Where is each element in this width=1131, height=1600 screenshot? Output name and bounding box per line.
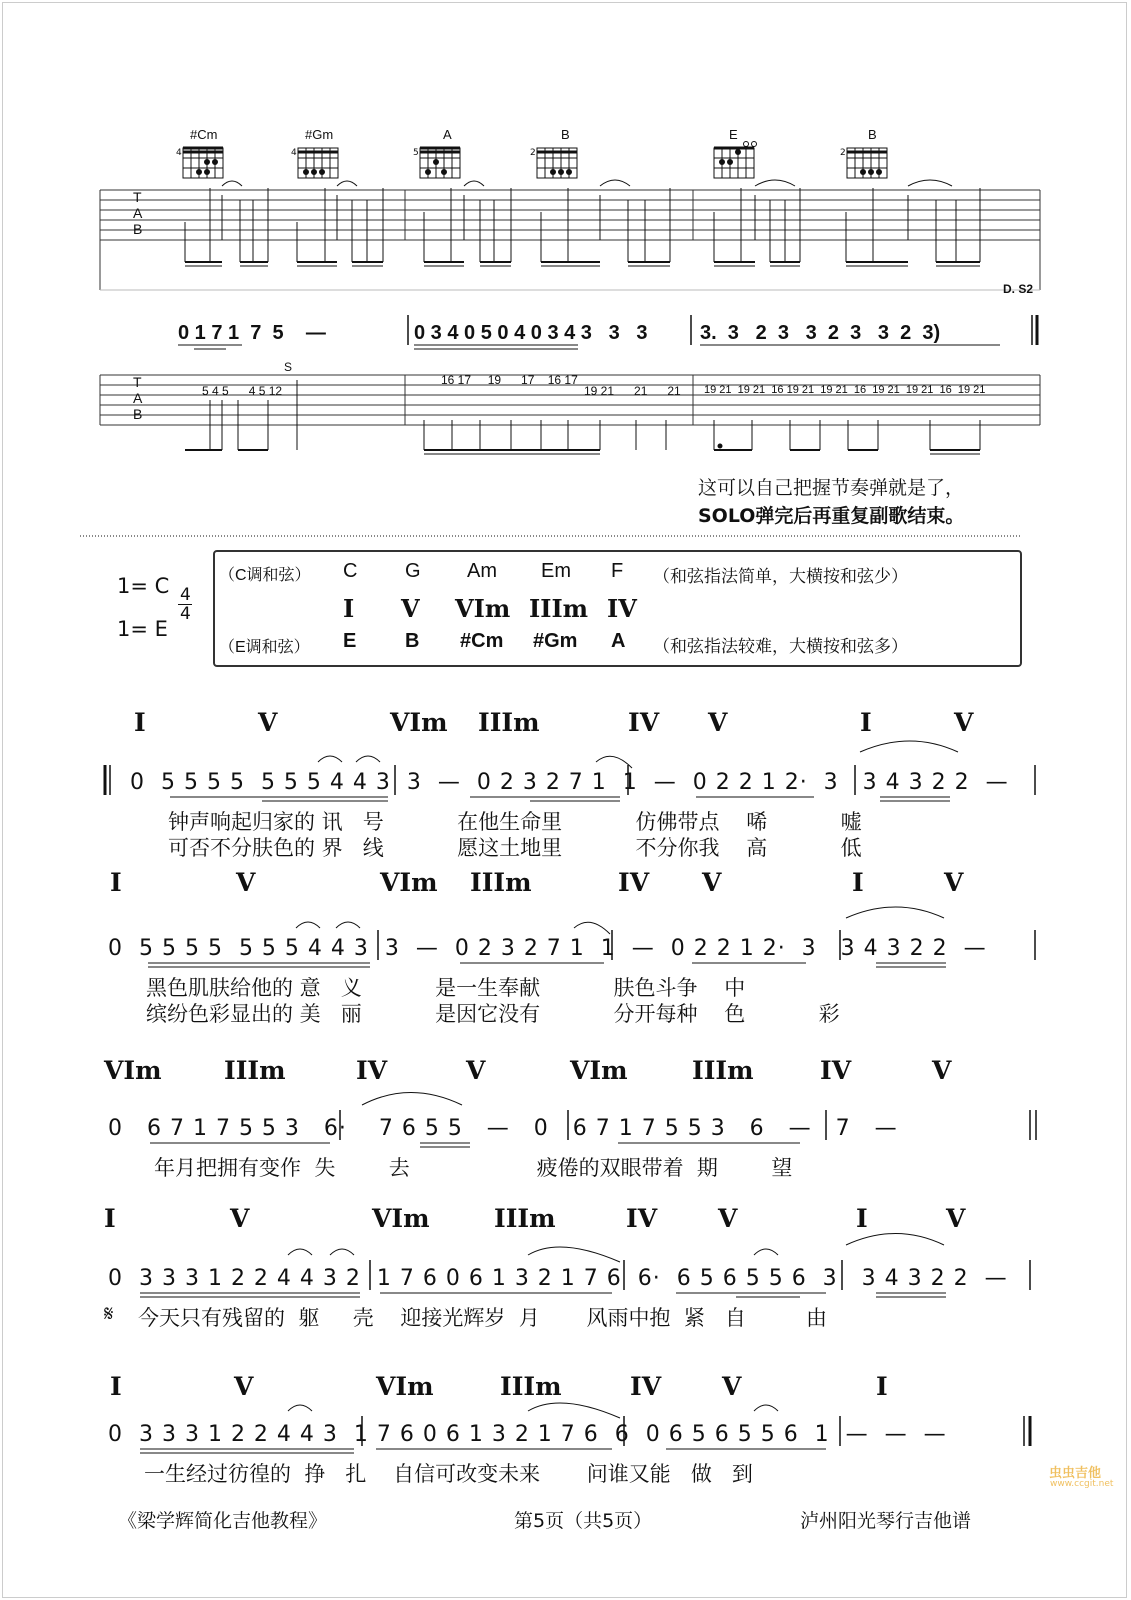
s5-numeral-5: IV bbox=[630, 1372, 662, 1401]
s1-lyrics-2: 可否不分肤色的 界 线 愿这土地里 不分你我 高 低 bbox=[168, 836, 862, 860]
s2-numeral-1: I bbox=[110, 868, 122, 897]
numeral-4: IIIm bbox=[529, 594, 589, 623]
segno-sign: 𝄋 bbox=[104, 1302, 114, 1327]
tab-letter-b-2: B bbox=[133, 406, 143, 422]
s1-numeral-8: V bbox=[954, 708, 974, 737]
watermark-url: www.ccgit.net bbox=[1050, 1479, 1114, 1489]
s1-lyrics-1: 钟声响起归家的 讯 号 在他生命里 仿佛带点 唏 嘘 bbox=[168, 810, 862, 834]
s5-numeral-4: IIIm bbox=[500, 1372, 562, 1401]
s5-lyrics-1: 一生经过彷徨的 挣 扎 自信可改变未来 问谁又能 做 到 bbox=[144, 1462, 753, 1486]
time-sig-top: 4 bbox=[180, 585, 191, 605]
s2-numeral-5: IV bbox=[618, 868, 650, 897]
key-label-c: 1= C bbox=[117, 574, 170, 598]
c-key-note: （和弦指法简单，大横按和弦少） bbox=[653, 567, 908, 586]
chord-fret-1: 4 bbox=[176, 148, 182, 158]
s2-numeral-7: I bbox=[852, 868, 864, 897]
chord-name-2: #Gm bbox=[305, 127, 334, 142]
s1-numeral-7: I bbox=[860, 708, 872, 737]
harmonic-mark: S bbox=[284, 360, 293, 374]
numeral-3: VIm bbox=[455, 594, 511, 623]
s4-numeral-3: VIm bbox=[372, 1204, 430, 1233]
s4-numeral-5: IV bbox=[626, 1204, 658, 1233]
e-chord-2: B bbox=[405, 630, 420, 652]
s1-numeral-2: V bbox=[258, 708, 278, 737]
numeral-1: I bbox=[343, 594, 355, 623]
footer-book-title: 《梁学辉简化吉他教程》 bbox=[118, 1510, 328, 1532]
solo-melody-2: 0 3 4 0 5 0 4 0 3 4 3 3 3 bbox=[414, 322, 648, 344]
s3-numeral-1: VIm bbox=[104, 1056, 162, 1085]
s3-melody: 0 6 7 1 7 5 5 3 6· 7 6 5 5 — 0 6 7 1 7 5 5 3 6 — 7 — bbox=[108, 1116, 898, 1141]
tab-letter-t-2: T bbox=[133, 374, 142, 390]
s1-numeral-5: IV bbox=[628, 708, 660, 737]
s3-numeral-7: IV bbox=[820, 1056, 852, 1085]
e-chord-1: E bbox=[343, 630, 357, 652]
key-label-e: 1= E bbox=[117, 617, 168, 641]
s3-numeral-2: IIIm bbox=[224, 1056, 286, 1085]
tab-fret-numbers-3: 19 21 21 21 bbox=[584, 384, 681, 398]
tab-letter-a: A bbox=[133, 205, 143, 221]
s5-melody: 0 3 3 3 1 2 2 4 4 3 1 7 6 0 6 1 3 2 1 7 6 6 0 6 5 6 5 5 6 1 — — — bbox=[108, 1422, 947, 1447]
s1-melody: 0 5 5 5 5 5 5 5 4 4 3 3 — 0 2 3 2 7 1 1 — 0 2 2 1 2· 3 3 4 3 2 2 — bbox=[130, 770, 1009, 795]
tab-letter-a-2: A bbox=[133, 390, 143, 406]
watermark-logo: 虫虫吉他 bbox=[1049, 1466, 1102, 1481]
chord-fret-2: 4 bbox=[291, 148, 297, 158]
e-key-note: （和弦指法较难，大横按和弦多） bbox=[653, 637, 908, 656]
chord-name-3: A bbox=[443, 127, 452, 142]
e-key-label: （E调和弦） bbox=[219, 639, 310, 656]
e-chord-3: #Cm bbox=[460, 630, 504, 652]
chord-name-4: B bbox=[561, 127, 570, 142]
s2-melody: 0 5 5 5 5 5 5 5 4 4 3 3 — 0 2 3 2 7 1 1 — 0 2 2 1 2· 3 3 4 3 2 2 — bbox=[108, 936, 987, 961]
s1-numeral-1: I bbox=[134, 708, 146, 737]
s2-lyrics-1: 黑色肌肤给他的 意 义 是一生奉献 肤色斗争 中 bbox=[146, 976, 746, 1000]
numeral-5: IV bbox=[607, 594, 637, 623]
ds-label: D. S2 bbox=[1003, 282, 1034, 296]
s2-numeral-2: V bbox=[236, 868, 256, 897]
tab-fret-numbers-4: 19 21 19 21 16 19 21 19 21 16 19 21 19 21 16 19 21 bbox=[704, 384, 986, 396]
s2-numeral-4: IIIm bbox=[470, 868, 532, 897]
s1-numeral-3: VIm bbox=[390, 708, 448, 737]
s4-numeral-4: IIIm bbox=[494, 1204, 556, 1233]
chord-fret-4: 2 bbox=[530, 148, 536, 158]
c-chord-3: Am bbox=[467, 560, 497, 582]
tab-fret-numbers-2: 16 17 19 17 16 17 bbox=[441, 373, 578, 387]
numeral-2: V bbox=[401, 594, 420, 623]
s1-numeral-4: IIIm bbox=[478, 708, 540, 737]
c-key-label: （C调和弦） bbox=[219, 567, 311, 584]
chord-fret-6: 2 bbox=[840, 148, 846, 158]
s3-numeral-8: V bbox=[932, 1056, 952, 1085]
s5-numeral-6: V bbox=[722, 1372, 742, 1401]
s2-lyrics-2: 缤纷色彩显出的 美 丽 是因它没有 分开每种 色 彩 bbox=[146, 1002, 840, 1026]
s1-numeral-6: V bbox=[708, 708, 728, 737]
footer-page-number: 第5页（共5页） bbox=[514, 1510, 653, 1532]
s5-numeral-2: V bbox=[234, 1372, 254, 1401]
c-chord-2: G bbox=[405, 560, 421, 582]
chord-name-5: E bbox=[729, 127, 738, 142]
chord-name-1: #Cm bbox=[190, 127, 218, 142]
e-chord-5: A bbox=[611, 630, 626, 652]
s3-numeral-3: IV bbox=[356, 1056, 388, 1085]
s4-numeral-1: I bbox=[104, 1204, 116, 1233]
s5-numeral-1: I bbox=[110, 1372, 122, 1401]
s4-lyrics-1: 今天只有残留的 躯 壳 迎接光辉岁 月 风雨中抱 紧 自 由 bbox=[138, 1306, 827, 1330]
s2-numeral-6: V bbox=[702, 868, 722, 897]
s4-numeral-8: V bbox=[946, 1204, 966, 1233]
chord-fret-3: 5 bbox=[413, 148, 419, 158]
s4-numeral-6: V bbox=[718, 1204, 738, 1233]
e-chord-4: #Gm bbox=[533, 630, 578, 652]
s4-melody: 0 3 3 3 1 2 2 4 4 3 2 1 7 6 0 6 1 3 2 1 7 6 6· 6 5 6 5 5 6 3 3 4 3 2 2 — bbox=[108, 1266, 1008, 1291]
tab-fret-numbers-1: 5 4 5 4 5 12 bbox=[202, 384, 283, 398]
footer-publisher: 泸州阳光琴行吉他谱 bbox=[800, 1510, 972, 1532]
key-table bbox=[213, 550, 1022, 667]
solo-melody-3: 3. 3 2 3 3 2 3 3 2 3) bbox=[700, 322, 941, 344]
s3-numeral-6: IIIm bbox=[692, 1056, 754, 1085]
note-line-1: 这可以自己把握节奏弹就是了， bbox=[698, 477, 965, 499]
c-chord-5: F bbox=[611, 560, 624, 582]
tab-letter-t: T bbox=[133, 189, 142, 205]
time-sig-bottom: 4 bbox=[180, 604, 191, 624]
s2-numeral-3: VIm bbox=[380, 868, 438, 897]
s3-numeral-4: V bbox=[466, 1056, 486, 1085]
s5-numeral-7: I bbox=[876, 1372, 888, 1401]
time-sig-line bbox=[178, 604, 192, 605]
s2-numeral-8: V bbox=[944, 868, 964, 897]
note-line-2: SOLO弹完后再重复副歌结束。 bbox=[698, 505, 965, 527]
s5-numeral-3: VIm bbox=[376, 1372, 434, 1401]
c-chord-1: C bbox=[343, 560, 358, 582]
solo-melody-1: 0 1 7 1 7 5 — bbox=[178, 322, 326, 344]
s3-numeral-5: VIm bbox=[570, 1056, 628, 1085]
c-chord-4: Em bbox=[541, 560, 571, 582]
s4-numeral-2: V bbox=[230, 1204, 250, 1233]
chord-name-6: B bbox=[868, 127, 877, 142]
s3-lyrics-1: 年月把拥有变作 失 去 疲倦的双眼带着 期 望 bbox=[154, 1156, 793, 1180]
tab-letter-b: B bbox=[133, 221, 143, 237]
s4-numeral-7: I bbox=[856, 1204, 868, 1233]
